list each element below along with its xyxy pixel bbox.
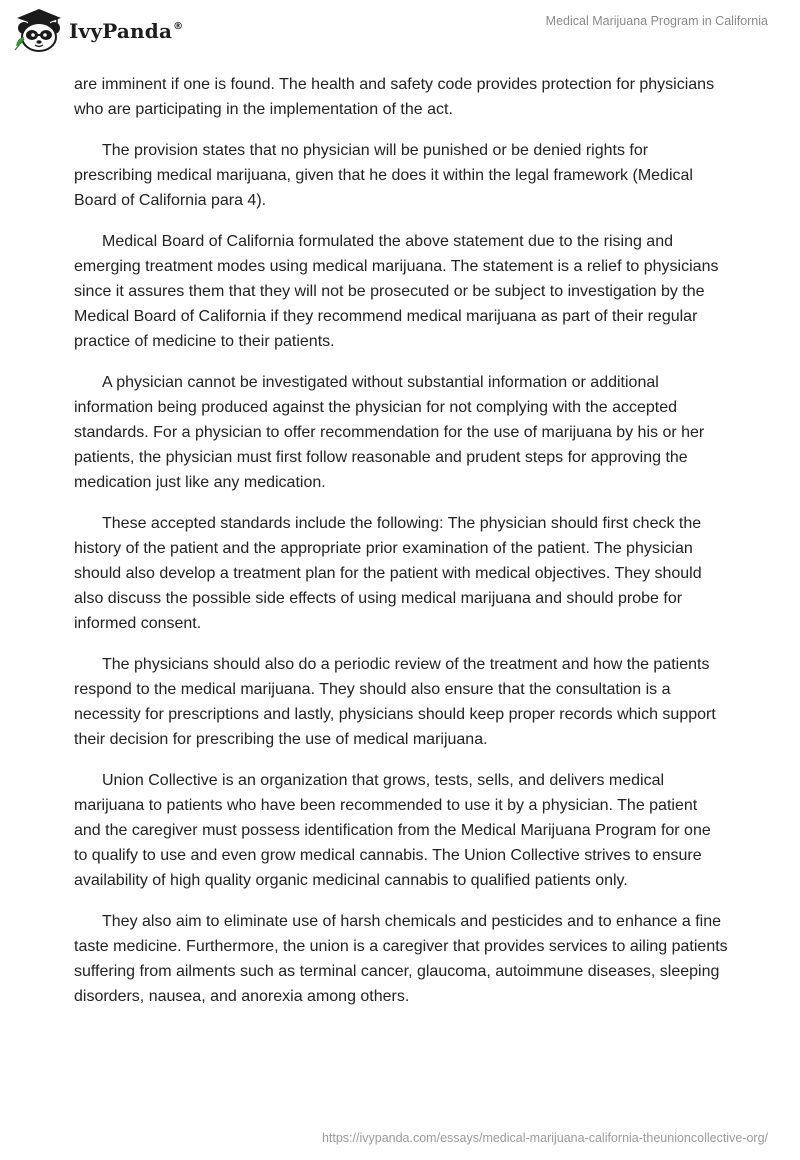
registered-mark: ® bbox=[173, 21, 184, 32]
brand-name bbox=[69, 19, 183, 43]
panda-graduation-cap-icon bbox=[13, 6, 65, 52]
ivypanda-logo[interactable] bbox=[13, 6, 183, 52]
brand-text: IvyPanda bbox=[69, 19, 173, 43]
essay-body bbox=[74, 72, 728, 1025]
paragraph: The physicians should also do a periodic review of the treatment and how the patients respond to the medical marijuana. They should also ensure that the consultation is a necessity for prescriptions and lastly, physicians should keep proper records which support their decision for prescribing the use of medical marijuana. bbox=[74, 656, 716, 748]
paragraph: These accepted standards include the following: The physician should first check the history of the patient and the appropriate prior examination of the patient. The physician should also develop a treatment plan for the patient with medical objectives. They should also discuss the possible side effects of using medical marijuana and should probe for informed consent. bbox=[74, 515, 702, 632]
paragraph: The provision states that no physician will be punished or be denied rights for prescribing medical marijuana, given that he does it within the legal framework (Medical Board of California para 4). bbox=[74, 142, 693, 209]
page-header bbox=[0, 0, 800, 60]
paragraph: Union Collective is an organization that grows, tests, sells, and delivers medical marijuana to patients who have been recommended to use it by a physician. The patient and the caregiver must possess identification from the Medical Marijuana Program for one to qualify to use and even grow medical cannabis. The Union Collective strives to ensure availability of high quality organic medicinal cannabis to qualified patients only. bbox=[74, 772, 711, 889]
document-title: Medical Marijuana Program in California bbox=[545, 14, 768, 28]
paragraph: They also aim to eliminate use of harsh chemicals and pesticides and to enhance a fine taste medicine. Furthermore, the union is a caregiver that provides services to ailing patients suffering from ailments such as terminal cancer, glaucoma, autoimmune diseases, sleeping disorders, nausea, and anorexia among others. bbox=[74, 913, 728, 1005]
paragraph: A physician cannot be investigated without substantial information or additional information being produced against the physician for not complying with the accepted standards. For a physician to offer recommendation for the use of marijuana by his or her patients, the physician must first follow reasonable and prudent steps for approving the medication just like any medication. bbox=[74, 374, 705, 491]
paragraph: Medical Board of California formulated the above statement due to the rising and emerging treatment modes using medical marijuana. The statement is a relief to physicians since it assures them that they will not be prosecuted or be subject to investigation by the Medical Board of California if they recommend medical marijuana as part of their regular practice of medicine to their patients. bbox=[74, 233, 719, 350]
paragraph: are imminent if one is found. The health and safety code provides protection for physicians who are participating in the implementation of the act. bbox=[74, 76, 715, 118]
source-url-link[interactable]: https://ivypanda.com/essays/medical-marijuana-california-theunioncollective-org/ bbox=[321, 1131, 768, 1145]
